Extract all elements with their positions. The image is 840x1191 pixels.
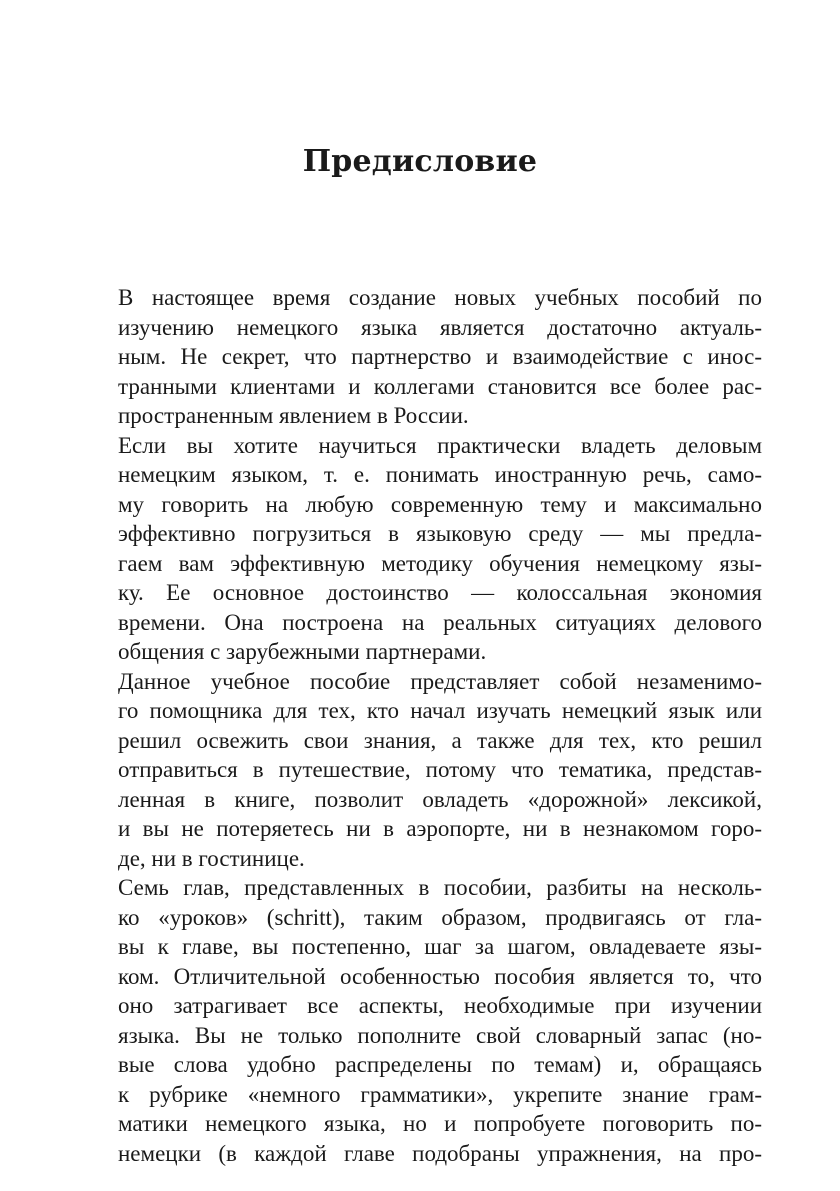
text-line: ленная в книге, позволит овладеть «дорожной» лексикой, [118, 786, 762, 812]
text-line: отправиться в путешествие, потому что тематика, представ- [118, 757, 762, 782]
paragraph [118, 873, 762, 1168]
text-line: ком. Отличительной особенностью пособия является то, что [118, 963, 762, 989]
text-line: матики немецкого языка, но и попробуете поговорить по- [118, 1111, 762, 1136]
text-line: времени. Она построена на реальных ситуациях делового [118, 609, 762, 635]
paragraph [118, 431, 762, 667]
text-line: гаем вам эффективную методику обучения немецкому язы- [118, 550, 762, 576]
text-line: ным. Не секрет, что партнерство и взаимодействие с инос- [118, 344, 762, 369]
text-line: немецки (в каждой главе подобраны упражнения, на про- [118, 1140, 762, 1166]
text-line: общения с зарубежными партнерами. [118, 639, 487, 664]
text-line: транными клиентами и коллегами становится все более рас- [118, 373, 762, 399]
preface-text [118, 283, 762, 1168]
text-line: Если вы хотите научиться практически владеть деловым [118, 432, 762, 458]
text-line: вые слова удобно распределены по темам) и, обращаясь [118, 1052, 762, 1077]
text-line: де, ни в гостинице. [118, 845, 305, 871]
text-line: го помощника для тех, кто начал изучать немецкий язык или [118, 698, 762, 723]
text-line: решил освежить свои знания, а также для тех, кто решил [118, 727, 762, 753]
text-line: Семь глав, представленных в пособии, разбиты на несколь- [118, 875, 762, 900]
text-line: немецким языком, т. е. понимать иностранную речь, само- [118, 462, 762, 487]
text-line: В настоящее время создание новых учебных пособий по [118, 285, 762, 310]
page-title: Предисловие [302, 144, 538, 179]
text-line: и вы не потеряетесь ни в аэропорте, ни в незнакомом горо- [118, 816, 762, 841]
text-line: языка. Вы не только пополните свой словарный запас (но- [118, 1022, 762, 1048]
text-line: вы к главе, вы постепенно, шаг за шагом, овладеваете язы- [118, 934, 762, 959]
text-line: эффективно погрузиться в языковую среду — мы предла- [118, 521, 762, 546]
text-line: ко «уроков» (schritt), таким образом, продвигаясь от гла- [118, 904, 762, 930]
text-line: Данное учебное пособие представляет собой незаменимо- [118, 668, 762, 694]
paragraph [118, 667, 762, 874]
text-line: изучению немецкого языка является достаточно актуаль- [118, 314, 762, 340]
text-line: ку. Ее основное достоинство — колоссальная экономия [118, 580, 762, 605]
text-line: к рубрике «немного грамматики», укрепите знание грам- [118, 1081, 762, 1107]
text-line: пространенным явлением в России. [118, 403, 469, 428]
text-line: оно затрагивает все аспекты, необходимые при изучении [118, 993, 762, 1018]
text-line: му говорить на любую современную тему и максимально [118, 491, 762, 517]
paragraph [118, 283, 762, 431]
